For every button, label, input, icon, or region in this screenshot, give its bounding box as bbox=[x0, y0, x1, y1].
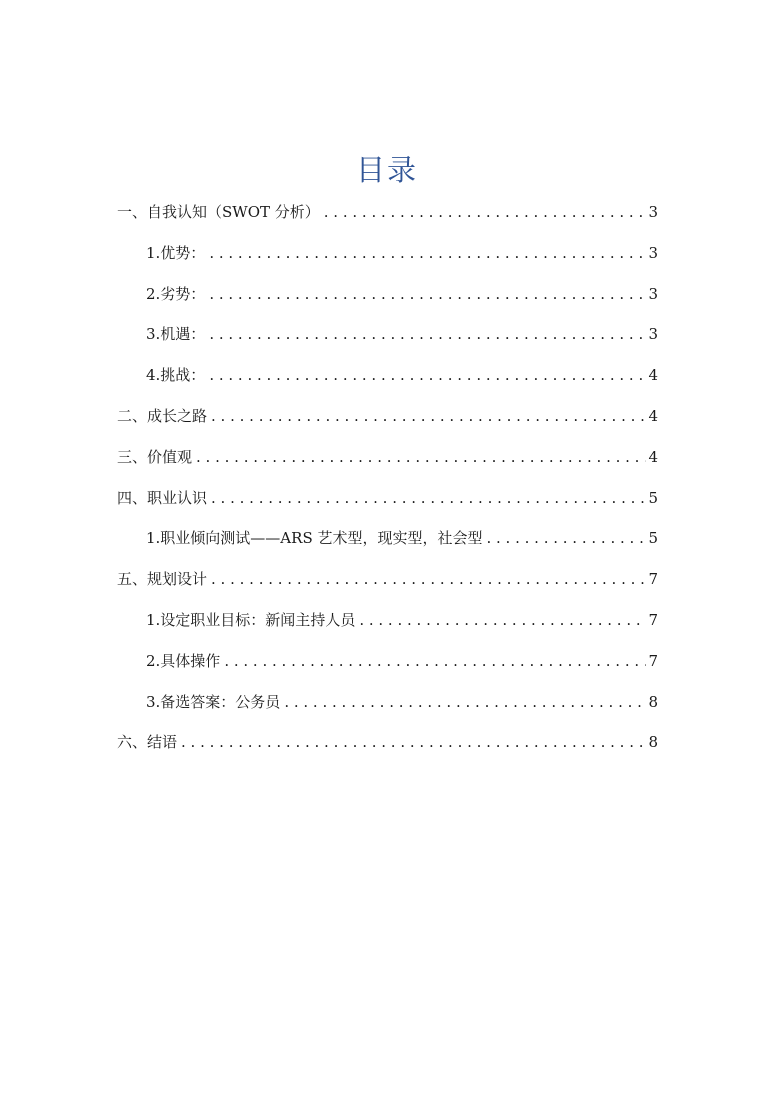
toc-dot-leader bbox=[224, 641, 646, 682]
toc-entry-label: 4.挑战： bbox=[146, 366, 206, 385]
toc-page-number: 7 bbox=[648, 570, 658, 589]
toc-entry-career-goal[interactable] bbox=[117, 600, 658, 641]
toc-page-number: 4 bbox=[648, 447, 658, 466]
toc-dot-leader bbox=[181, 722, 646, 763]
toc-entry-career-understanding[interactable] bbox=[117, 478, 658, 519]
toc-entry-label: 1.职业倾向测试——ARS 艺术型，现实型，社会型 bbox=[146, 529, 483, 548]
toc-entry-opportunities[interactable] bbox=[117, 314, 658, 355]
toc-entry-specific-actions[interactable] bbox=[117, 641, 658, 682]
toc-entry-label: 二、成长之路 bbox=[117, 406, 208, 425]
toc-dot-leader bbox=[486, 518, 646, 559]
toc-dot-leader bbox=[209, 355, 646, 396]
toc-entry-label: 五、规划设计 bbox=[117, 570, 208, 589]
toc-dot-leader bbox=[324, 192, 646, 233]
toc-dot-leader bbox=[211, 396, 646, 437]
toc-entry-label: 1.设定职业目标：新闻主持人员 bbox=[146, 610, 356, 629]
table-of-contents bbox=[117, 192, 658, 763]
toc-entry-label: 三、价值观 bbox=[117, 447, 193, 466]
toc-dot-leader bbox=[211, 478, 646, 519]
toc-page-number: 3 bbox=[648, 243, 658, 262]
toc-page-number: 8 bbox=[648, 733, 658, 752]
toc-dot-leader bbox=[359, 600, 646, 641]
toc-entry-label: 一、自我认知（SWOT 分析） bbox=[117, 203, 320, 221]
toc-entry-threats[interactable] bbox=[117, 355, 658, 396]
toc-entry-weaknesses[interactable] bbox=[117, 274, 658, 315]
toc-entry-label: 1.优势： bbox=[146, 243, 206, 262]
toc-entry-values[interactable] bbox=[117, 437, 658, 478]
toc-page-number: 5 bbox=[648, 529, 658, 548]
toc-entry-label: 四、职业认识 bbox=[117, 488, 208, 507]
toc-title: 目录 bbox=[355, 153, 418, 187]
toc-dot-leader bbox=[211, 559, 646, 600]
toc-page-number: 3 bbox=[648, 325, 658, 344]
toc-entry-strengths[interactable] bbox=[117, 233, 658, 274]
toc-page-number: 5 bbox=[648, 488, 658, 507]
toc-entry-label: 3.备选答案：公务员 bbox=[146, 692, 281, 711]
toc-dot-leader bbox=[284, 682, 646, 723]
toc-page-number: 4 bbox=[648, 366, 658, 385]
toc-entry-self-awareness[interactable] bbox=[117, 192, 658, 233]
toc-page-number: 7 bbox=[648, 651, 658, 670]
toc-entry-label: 2.具体操作 bbox=[146, 651, 221, 670]
toc-dot-leader bbox=[209, 233, 646, 274]
toc-entry-label: 2.劣势： bbox=[146, 284, 206, 303]
toc-entry-planning-design[interactable] bbox=[117, 559, 658, 600]
toc-dot-leader bbox=[196, 437, 646, 478]
toc-page-number: 4 bbox=[648, 406, 658, 425]
toc-entry-growth-path[interactable] bbox=[117, 396, 658, 437]
toc-entry-label: 3.机遇： bbox=[146, 325, 206, 344]
toc-page-number: 3 bbox=[648, 203, 658, 221]
toc-page-number: 7 bbox=[648, 610, 658, 629]
toc-entry-career-aptitude-test[interactable] bbox=[117, 518, 658, 559]
toc-page-number: 3 bbox=[648, 284, 658, 303]
toc-entry-alternative-plan[interactable] bbox=[117, 682, 658, 723]
toc-entry-conclusion[interactable] bbox=[117, 722, 658, 763]
toc-dot-leader bbox=[209, 314, 646, 355]
toc-entry-label: 六、结语 bbox=[117, 733, 178, 752]
toc-page-number: 8 bbox=[648, 692, 658, 711]
toc-dot-leader bbox=[209, 274, 646, 315]
